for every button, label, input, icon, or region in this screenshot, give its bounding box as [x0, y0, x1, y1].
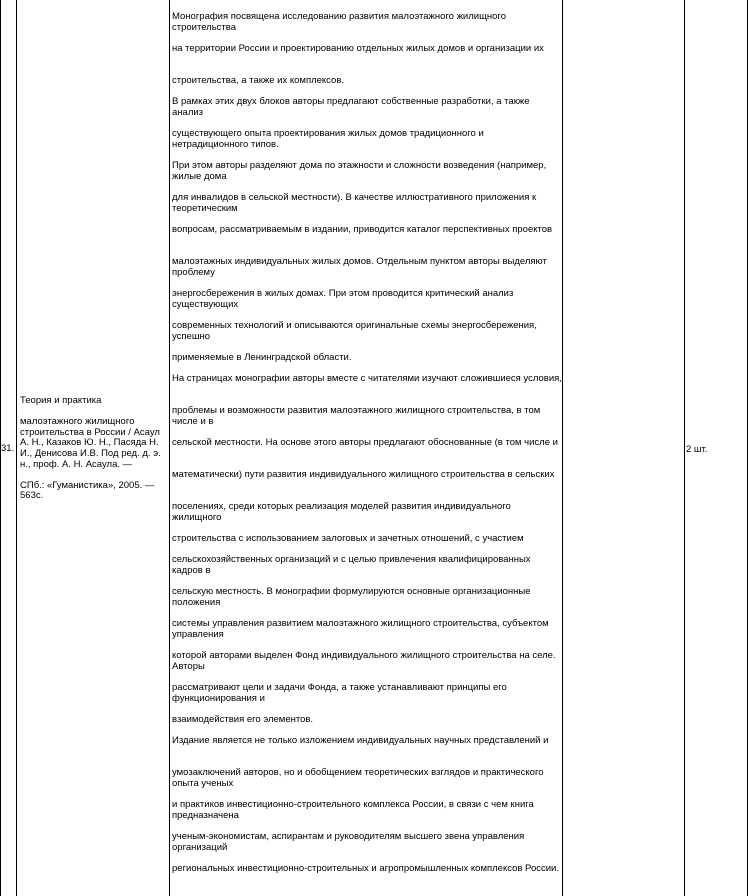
- description-line: существующего опыта проектирования жилых домов традиционного и нетрадиционного типов.: [172, 128, 484, 150]
- description-line: взаимодействия его элементов.: [172, 714, 314, 725]
- description-line: ученым-экономистам, аспирантам и руководителям высшего звена управления организаций: [172, 831, 525, 853]
- description-line: вопросам, рассматриваемым в издании, приводится каталог перспективных проектов: [172, 224, 553, 235]
- description-line: сельскую местность. В монографии формулируются основные организационные положения: [172, 586, 531, 608]
- description-line: При этом авторы разделяют дома по этажности и сложности возведения (например, жилые дома: [172, 160, 547, 182]
- description-line: малоэтажных индивидуальных жилых домов. Отдельным пунктом авторы выделяют проблему: [172, 256, 547, 278]
- description-line: сельской местности. На основе этого авторы предлагают обоснованные (в том числе и: [172, 437, 558, 448]
- table-border-col4: [684, 0, 685, 896]
- table-border-col3: [562, 0, 563, 896]
- book-title: Теория и практика: [20, 395, 102, 406]
- description-line: сельскохозяйственных организаций и с целью привлечения квалифицированных кадров в: [172, 554, 531, 576]
- row-number: 31.: [1, 443, 15, 454]
- description-line: В рамках этих двух блоков авторы предлагают собственные разработки, а также анализ: [172, 96, 530, 118]
- table-border-right: [747, 0, 748, 896]
- description-line: современных технологий и описываются оригинальные схемы энергосбережения, успешно: [172, 320, 537, 342]
- description-line: поселениях, среди которых реализация моделей развития индивидуального жилищного: [172, 501, 511, 523]
- description-line: энергосбережения в жилых домах. При этом проводится критический анализ существующих: [172, 288, 514, 310]
- description-line: для инвалидов в сельской местности). В качестве иллюстративного приложения к теоретическим: [172, 192, 537, 214]
- table-border-col2: [169, 0, 170, 896]
- description-line: математически) пути развития индивидуального жилищного строительства в сельских: [172, 469, 555, 480]
- table-border-col1: [16, 0, 17, 896]
- description-line: региональных инвестиционно-строительных и агропромышленных комплексов России.: [172, 863, 559, 874]
- description-line: Издание является не только изложением индивидуальных научных представлений и: [172, 735, 549, 746]
- book-publisher: СПб.: «Гуманистика», 2005. — 563с.: [20, 479, 155, 502]
- description-line: и практиков инвестиционно-строительного комплекса России, в связи с чем книга предназначена: [172, 799, 534, 821]
- quantity: 2 шт.: [686, 444, 708, 455]
- description-line: умозаключений авторов, но и обобщением теоретических взглядов и практического опыта ученых: [172, 767, 544, 789]
- description-line: применяемые в Ленинградской области.: [172, 352, 352, 363]
- book-title-cell: [20, 396, 168, 502]
- description-line: которой авторами выделен Фонд индивидуального жилищного строительства на селе. Авторы: [172, 650, 556, 672]
- description-line: Монография посвящена исследованию развития малоэтажного жилищного строительства: [172, 11, 506, 33]
- description-line: на территории России и проектированию отдельных жилых домов и организации их: [172, 43, 544, 54]
- description-line: системы управления развитием малоэтажного жилищного строительства, субъектом управления: [172, 618, 549, 640]
- description-line: рассматривают цели и задачи Фонда, а также устанавливают принципы его функционирования и: [172, 682, 507, 704]
- description-line: строительства с использованием залоговых и зачетных отношений, с участием: [172, 533, 524, 544]
- book-authors: малоэтажного жилищного строительства в России / Асаул А. Н., Казаков Ю. Н., Пасяда Н. И., Денисова И.В. Под ред. д. э. н., проф. А. Н. Асаула. —: [20, 416, 161, 470]
- description-line: проблемы и возможности развития малоэтажного жилищного строительства, в том числе и в: [172, 405, 541, 427]
- description-line: На страницах монографии авторы вместе с читателями изучают сложившиеся условия,: [172, 373, 562, 384]
- description-line: строительства, а также их комплексов.: [172, 75, 345, 86]
